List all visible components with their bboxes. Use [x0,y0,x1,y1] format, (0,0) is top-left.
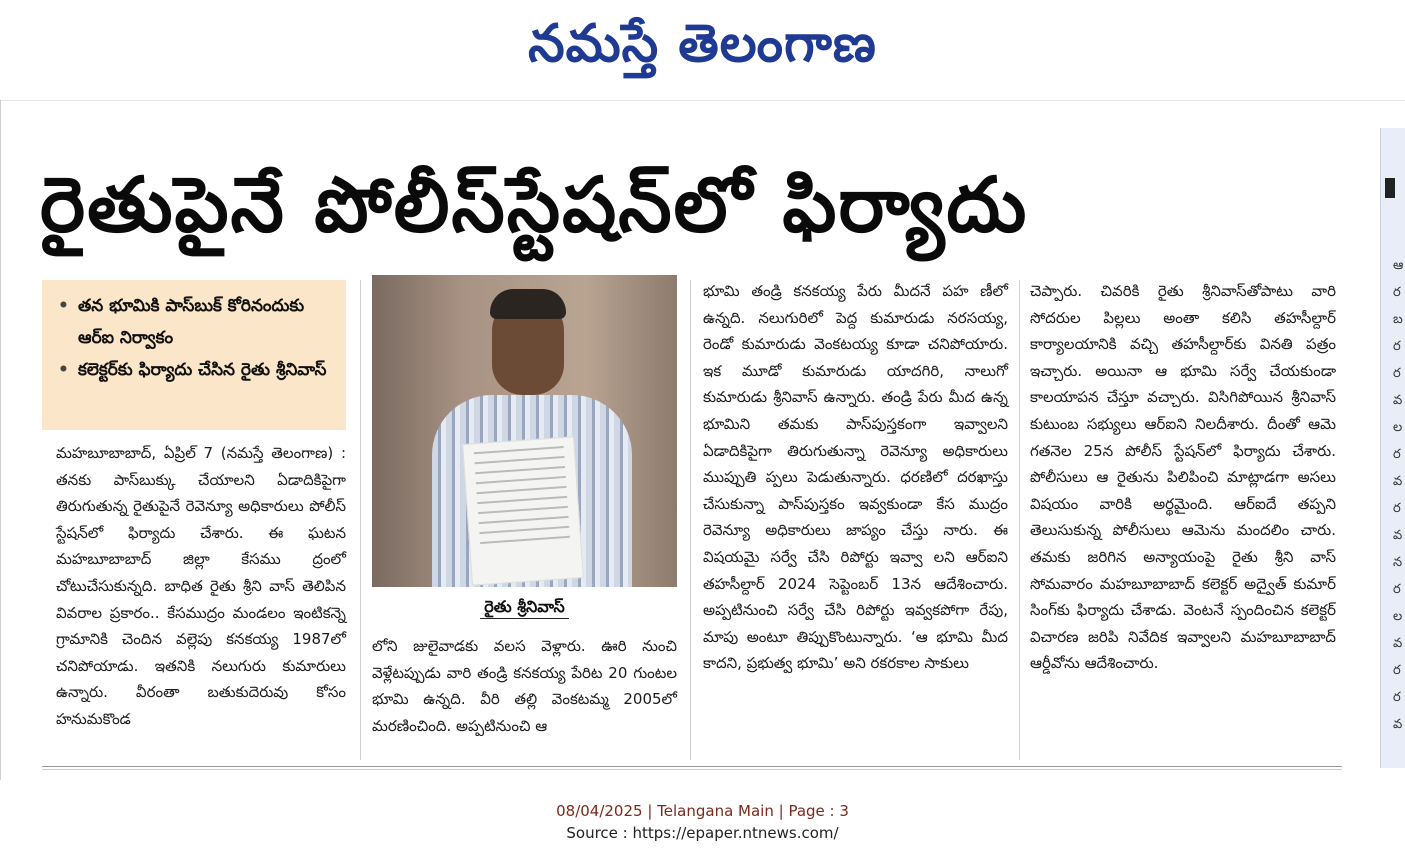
strip-char: ల [1393,609,1403,624]
article-column-2: లోని జులైవాడకు వలస వెళ్లారు. ఊరి నుంచి వెళ్లేటప్పుడు వారి తండ్రి కనకయ్య పేరిట 20 గుంటల భూమి ఉన్నది. వీరి తల్లి వెంకటమ్మ 2005లో మరణించింది. అప్పటినుంచి ఆ [372,637,677,735]
highlight-text: తన భూమికి పాస్‌బుక్ కోరినందుకు ఆర్‌ఐ నిర్వాకం [78,296,305,348]
strip-marker [1385,178,1395,198]
strip-char: ర [1393,339,1401,354]
strip-char: ర [1393,501,1401,516]
strip-char: న [1393,555,1403,570]
strip-char: ర [1393,447,1401,462]
highlight-point [58,354,334,386]
footer-date-page: 08/04/2025 | Telangana Main | Page : 3 [556,802,849,820]
bottom-rule [42,766,1342,767]
adjacent-article-strip [1380,128,1405,768]
clipping-left-edge [0,100,1,780]
column-divider [1019,280,1020,760]
strip-char: బ [1393,312,1403,327]
article-headline: రైతుపైనే పోలీస్‌స్టేషన్‌లో ఫిర్యాదు [40,160,1029,249]
strip-char: వ [1393,636,1403,651]
column-divider [690,280,691,760]
strip-char: ర [1393,663,1401,678]
newspaper-masthead: నమస్తే తెలంగాణ [528,14,877,74]
strip-char: ర [1393,285,1401,300]
bullet-icon: • [58,296,69,316]
strip-char: వ [1393,717,1403,732]
farmer-photo [372,275,677,587]
epaper-footer [0,800,1405,844]
article-column-4: చెప్పారు. చివరికి రైతు శ్రీనివాస్‌తోపాటు వారి సోదరుల పిల్లలు అంతా కలిసి తహసీల్దార్ కార్యాలయానికి వచ్చి తహసీల్దార్‌కు వినతి పత్రం ఇచ్చారు. అయినా ఆ భూమి సర్వే చేయకుండా కాలయాపన చేస్తూ వచ్చారు. విసిగిపోయిన శ్రీనివాస్ కుటుంబ సభ్యులు ఆర్‌ఐని నిలదీశారు. దీంతో ఆమె గతనెల 25న పోలీస్ స్టేషన్‌లో ఫిర్యాదు చేశారు. పోలీసులు ఆ రైతును పిలిపించి మాట్లాడగా అసలు విషయం వారికి అర్థమైంది. ఆర్‌ఐదే తప్పని తెలుసుకున్న పోలీసులు ఆమెను మందలిం చారు. తమకు జరిగిన అన్యాయంపై రైతు శ్రీని వాస్ సోమవారం మహబూబాబాద్ కలెక్టర్ అద్వైత్ కుమార్ సింగ్‌కు ఫిర్యాదు చేశాడు. వెంటనే స్పందించిన కలెక్టర్ విచారణ జరిపి నివేదిక ఇవ్వాలని మహబూబాబాద్ ఆర్డీవోను ఆదేశించారు. [1030,282,1336,673]
strip-char: ర [1393,582,1401,597]
bottom-rule-secondary [42,769,1342,770]
strip-char: వ [1393,528,1403,543]
strip-char: వ [1393,393,1403,408]
footer-source[interactable]: Source : https://epaper.ntnews.com/ [566,824,839,842]
highlights-box [42,280,346,430]
strip-char: ర [1393,690,1401,705]
strip-char: ర [1393,366,1401,381]
highlight-point [58,290,334,354]
strip-char: ఆ [1393,258,1404,273]
photo-caption: రైతు శ్రీనివాస్ [372,590,677,624]
article-column-3: భూమి తండ్రి కనకయ్య పేరు మీదనే పహ ణీలో ఉన్నది. నలుగురిలో పెద్ద కుమారుడు నరసయ్య, రెండో కుమారుడు వెంకటయ్య కూడా చనిపోయారు. ఇక మూడో కుమారుడు యాదగిరి, నాలుగో కుమారుడు శ్రీనివాస్ ఉన్నారు. తండ్రి పేరు మీద ఉన్న భూమిని తమకు పాస్‌పుస్తకంగా ఇవ్వాలని ఏడాదికిపైగా తిరుగుతున్నా రెవెన్యూ అధికారులు ముప్పుతి ప్పలు పెడుతున్నారు. ధరణిలో దరఖాస్తు చేసుకున్నా పాస్‌పుస్తకం ఇవ్వకుండా కేస ముద్రం రెవెన్యూ అధికారులు జాప్యం చేస్తు నారు. ఈ విషయమై సర్వే చేసి రిపోర్టు ఇవ్వా లని ఆర్‌ఐని తహసీల్దార్ 2024 సెప్టెంబర్ 13న ఆదేశించారు. అప్పటినుంచి సర్వే చేసి రిపోర్టు ఇవ్వకపోగా రేపు, మాపు అంటూ తిప్పుకొంటున్నారు. ‘ఆ భూమి మీద కాదని, ప్రభుత్వ భూమి’ అని రకరకాల సాకులు [703,282,1008,673]
column-divider [360,280,361,760]
strip-char: ల [1393,420,1403,435]
highlight-text: కలెక్టర్‌కు ఫిర్యాదు చేసిన రైతు శ్రీనివాస్ [78,360,327,380]
strip-char: వ [1393,474,1403,489]
clipping-top-edge [0,100,1405,101]
bullet-icon: • [58,360,69,380]
article-column-1: మహబూబాబాద్, ఏప్రిల్ 7 (నమస్తే తెలంగాణ) : తనకు పాస్‌బుక్కు చేయాలని ఏడాదికిపైగా తిరుగుతున్న రైతుపైనే రెవెన్యూ అధికారులు పోలీస్ స్టేషన్‌లో ఫిర్యాదు చేశారు. ఈ ఘటన మహబూబాబాద్ జిల్లా కేసము ద్రంలో చోటుచేసుకున్నది. బాధిత రైతు శ్రీని వాస్ తెలిపిన వివరాల ప్రకారం.. కేసముద్రం మండలం ఇంటికన్నె గ్రామానికి చెందిన వల్లెపు కనకయ్య 1987లో చనిపోయాడు. ఇతనికి నలుగురు కుమారులు ఉన్నారు. వీరంతా బతుకుదెరువు కోసం హనుమకొండ [56,444,346,728]
